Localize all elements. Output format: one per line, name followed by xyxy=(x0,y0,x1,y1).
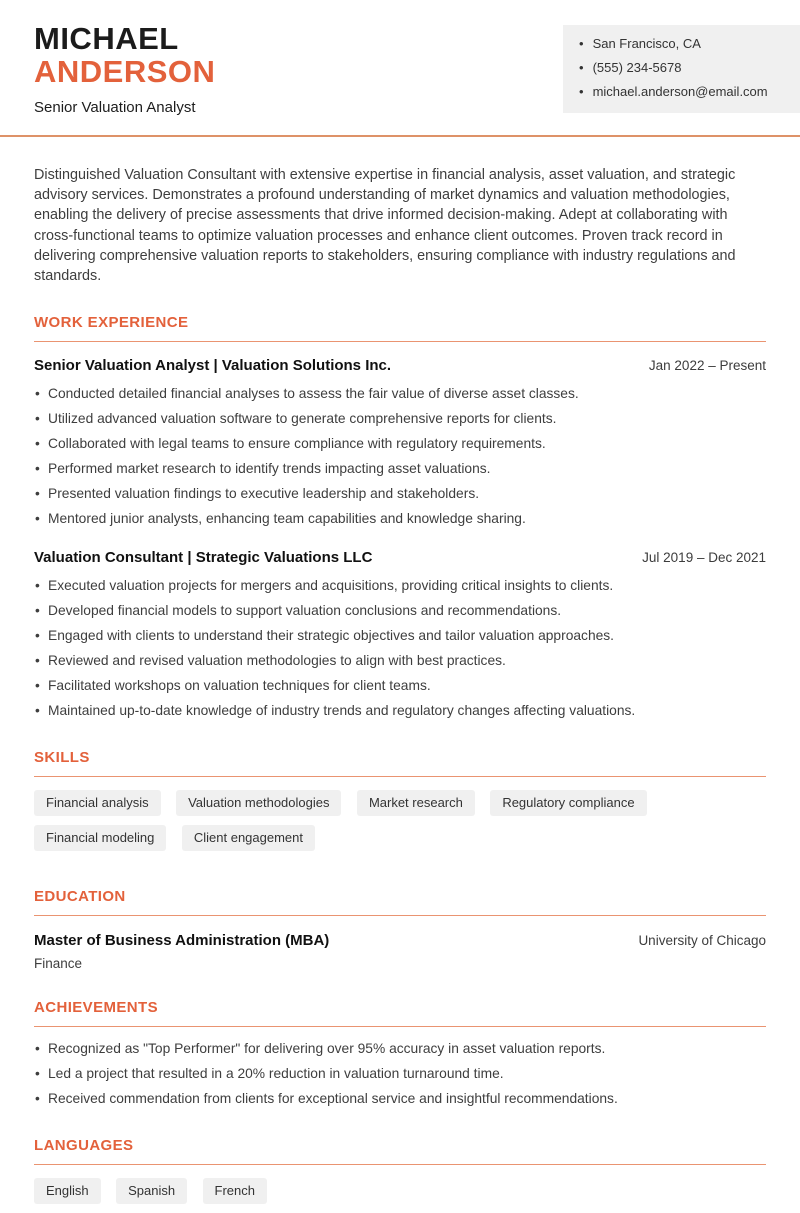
job-bullet: • Conducted detailed financial analyses to assess the fair value of diverse asset classes. xyxy=(34,384,766,404)
contact-box xyxy=(563,25,800,113)
languages-tag-list xyxy=(34,1178,766,1213)
section-achievements xyxy=(34,999,766,1109)
education-header xyxy=(34,932,766,949)
job-bullet: • Facilitated workshops on valuation techniques for client teams. xyxy=(34,676,766,696)
job-bullet-list xyxy=(34,576,766,721)
job-bullet: • Presented valuation findings to executive leadership and stakeholders. xyxy=(34,484,766,504)
job-entry xyxy=(34,357,766,529)
last-name: ANDERSON xyxy=(34,54,216,89)
job-entry xyxy=(34,549,766,721)
job-title: Senior Valuation Analyst | Valuation Solutions Inc. xyxy=(34,357,392,375)
skill-tag: Financial modeling xyxy=(34,825,166,851)
work-experience-title: WORK EXPERIENCE xyxy=(34,314,766,342)
language-tag: Spanish xyxy=(116,1178,187,1204)
contact-phone: • (555) 234-5678 xyxy=(579,61,792,75)
resume-header xyxy=(0,0,800,137)
name-block xyxy=(34,22,215,116)
job-bullet: • Mentored junior analysts, enhancing team capabilities and knowledge sharing. xyxy=(34,509,766,529)
job-bullet: • Developed financial models to support valuation conclusions and recommendations. xyxy=(34,601,766,621)
contact-location: • San Francisco, CA xyxy=(579,37,792,51)
languages-title: LANGUAGES xyxy=(34,1137,766,1165)
job-dates: Jul 2019 – Dec 2021 xyxy=(642,550,766,566)
degree-field: Finance xyxy=(34,956,83,972)
achievement-bullet: • Received commendation from clients for exceptional service and insightful recommendations. xyxy=(34,1089,766,1109)
section-skills xyxy=(34,749,766,860)
achievement-bullet: • Recognized as "Top Performer" for delivering over 95% accuracy in asset valuation reports. xyxy=(34,1039,766,1059)
school-name: University of Chicago xyxy=(638,933,766,949)
job-bullet-list xyxy=(34,384,766,529)
skills-tag-list xyxy=(34,790,766,860)
job-header xyxy=(34,357,766,374)
job-bullet: • Reviewed and revised valuation methodologies to align with best practices. xyxy=(34,651,766,671)
skill-tag: Financial analysis xyxy=(34,790,161,816)
job-header xyxy=(34,549,766,566)
job-bullet: • Maintained up-to-date knowledge of industry trends and regulatory changes affecting valuations. xyxy=(34,701,766,721)
resume-content xyxy=(0,165,800,1213)
job-dates: Jan 2022 – Present xyxy=(648,358,766,374)
job-bullet: • Collaborated with legal teams to ensure compliance with regulatory requirements. xyxy=(34,434,766,454)
job-bullet: • Executed valuation projects for mergers and acquisitions, providing critical insights to clients. xyxy=(34,576,766,596)
summary-paragraph: Distinguished Valuation Consultant with extensive expertise in financial analysis, asset valuation, and strategic advisory services. Demonstrates a profound understanding of market dynamics and valuation methodologies, enabling the delivery of precise assessments that drive informed decision-making. Adept at collaborating with cross-functional teams to optimize valuation processes and enhance client outcomes. Proven track record in delivering comprehensive valuation reports to stakeholders, ensuring compliance with industry regulations and standards. xyxy=(34,167,736,285)
education-entry xyxy=(34,932,766,971)
language-tag: French xyxy=(203,1178,267,1204)
achievements-title: ACHIEVEMENTS xyxy=(34,999,766,1027)
job-headline: Senior Valuation Analyst xyxy=(34,99,196,116)
language-tag: English xyxy=(34,1178,101,1204)
first-name: MICHAEL xyxy=(34,21,179,56)
job-bullet: • Performed market research to identify trends impacting asset valuations. xyxy=(34,459,766,479)
skill-tag: Client engagement xyxy=(182,825,315,851)
skill-tag: Regulatory compliance xyxy=(490,790,646,816)
section-education xyxy=(34,888,766,971)
degree-name: Master of Business Administration (MBA) xyxy=(34,932,330,950)
contact-email: • michael.anderson@email.com xyxy=(579,85,792,99)
education-title: EDUCATION xyxy=(34,888,766,916)
skill-tag: Valuation methodologies xyxy=(176,790,341,816)
skill-tag: Market research xyxy=(357,790,475,816)
achievement-bullet: • Led a project that resulted in a 20% reduction in valuation turnaround time. xyxy=(34,1064,766,1084)
section-work-experience xyxy=(34,314,766,721)
section-languages xyxy=(34,1137,766,1213)
achievements-list xyxy=(34,1039,766,1109)
full-name xyxy=(34,22,215,88)
job-bullet: • Engaged with clients to understand their strategic objectives and tailor valuation approaches. xyxy=(34,626,766,646)
job-title: Valuation Consultant | Strategic Valuations LLC xyxy=(34,549,373,567)
job-bullet: • Utilized advanced valuation software to generate comprehensive reports for clients. xyxy=(34,409,766,429)
skills-title: SKILLS xyxy=(34,749,766,777)
